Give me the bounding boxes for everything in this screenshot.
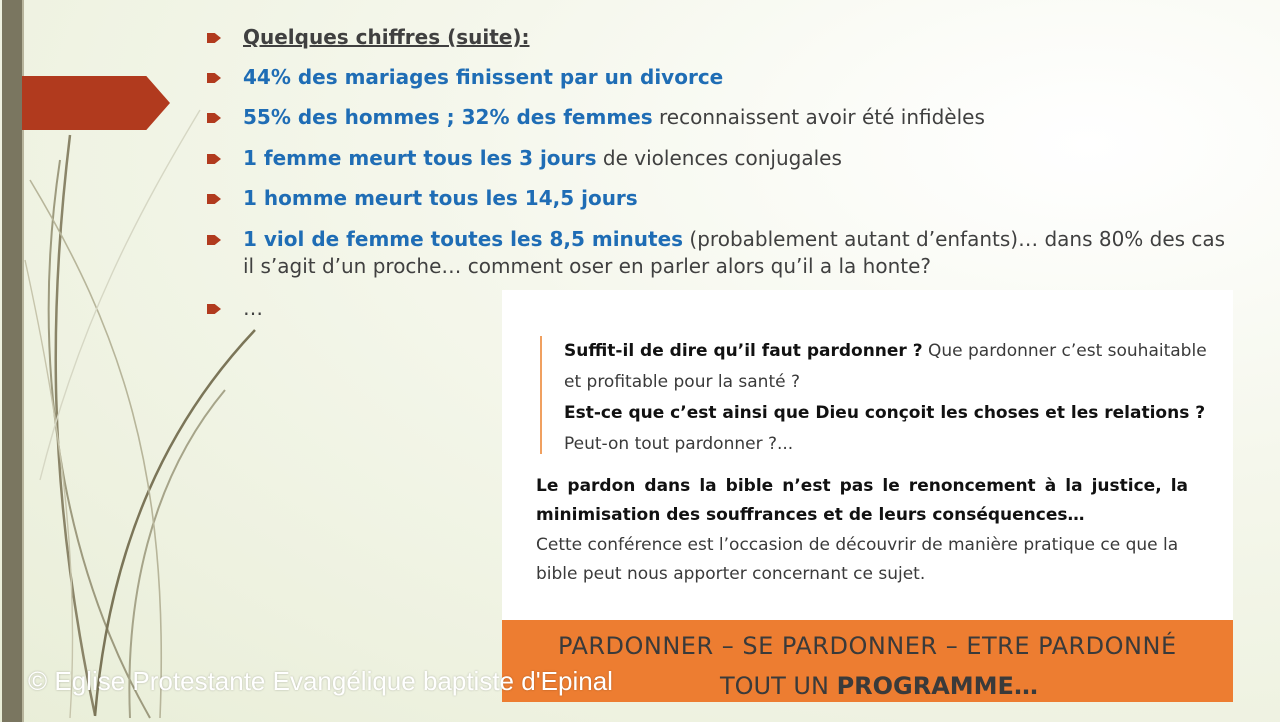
arrow-bullet-icon [207,304,221,314]
stem-7 [40,110,200,480]
quote-line: Peut-on tout pardonner ?... [564,434,794,454]
arrow-bullet-icon [207,33,221,43]
copyright-watermark: © Eglise Protestante Evangélique baptiste d'Epinal [28,666,613,696]
arrow-bullet-icon [207,235,221,245]
pardon-statement: Le pardon dans la bible n’est pas le renoncement à la justice, la minimisation des souffrances et de leurs conséquences… [536,476,1188,525]
quote-line [564,398,1204,429]
red-arrow-tab [22,76,170,130]
banner-sub-b: PROGRAMME… [836,672,1038,700]
bullet-highlight: 1 femme meurt tous les 3 jours [243,146,597,170]
quote-block [540,336,1207,454]
bullet-list [207,24,1227,322]
bullet-item [207,226,1227,295]
conference-flyer [502,290,1233,702]
stem-2 [49,160,150,718]
quote-bold: Est-ce que c’est ainsi que Dieu conçoit les choses et les relations ? [564,403,1206,423]
arrow-bullet-icon [207,73,221,83]
bullet-highlight: 44% des mariages finissent par un divorce [243,65,724,89]
arrow-bullet-icon [207,154,221,164]
quote-bold: Suffit-il de dire qu’il faut pardonner ? [564,341,923,361]
banner-sub-a: TOUT UN [720,672,837,700]
bullet-item [207,145,1227,185]
bullet-item [207,24,1227,64]
stem-1 [56,135,95,715]
quote-line: et profitable pour la santé ? [564,372,801,392]
quote-text: Que pardonner c’est souhaitable [922,341,1207,361]
bullet-text: (probablement autant d’enfants)… dans 80% des cas il s’agit d’un proche… comment oser en parler alors qu’il a la honte? [243,227,1226,278]
arrow-bullet-icon [207,194,221,204]
bullet-item [207,64,1227,104]
bullet-text: reconnaissent avoir été infidèles [652,105,985,129]
bullet-highlight: 1 homme meurt tous les 14,5 jours [243,186,638,210]
bullet-item [207,185,1227,226]
bullet-heading: Quelques chiffres (suite): [243,25,530,49]
bullet-highlight: 1 viol de femme toutes les 8,5 minutes [243,227,684,251]
conference-description: Cette conférence est l’occasion de découvrir de manière pratique ce que la bible peut nous apporter concernant ce sujet. [536,535,1179,584]
banner-title: PARDONNER – SE PARDONNER – ETRE PARDONNÉ [558,632,1177,660]
bullet-highlight: 55% des hommes ; 32% des femmes [243,105,653,129]
bullet-ellipsis: … [243,296,263,320]
arrow-bullet-icon [207,113,221,123]
bullet-text: de violences conjugales [596,146,842,170]
banner-subtitle [720,672,1038,700]
quote-line [564,336,1207,367]
bullet-item [207,104,1227,145]
